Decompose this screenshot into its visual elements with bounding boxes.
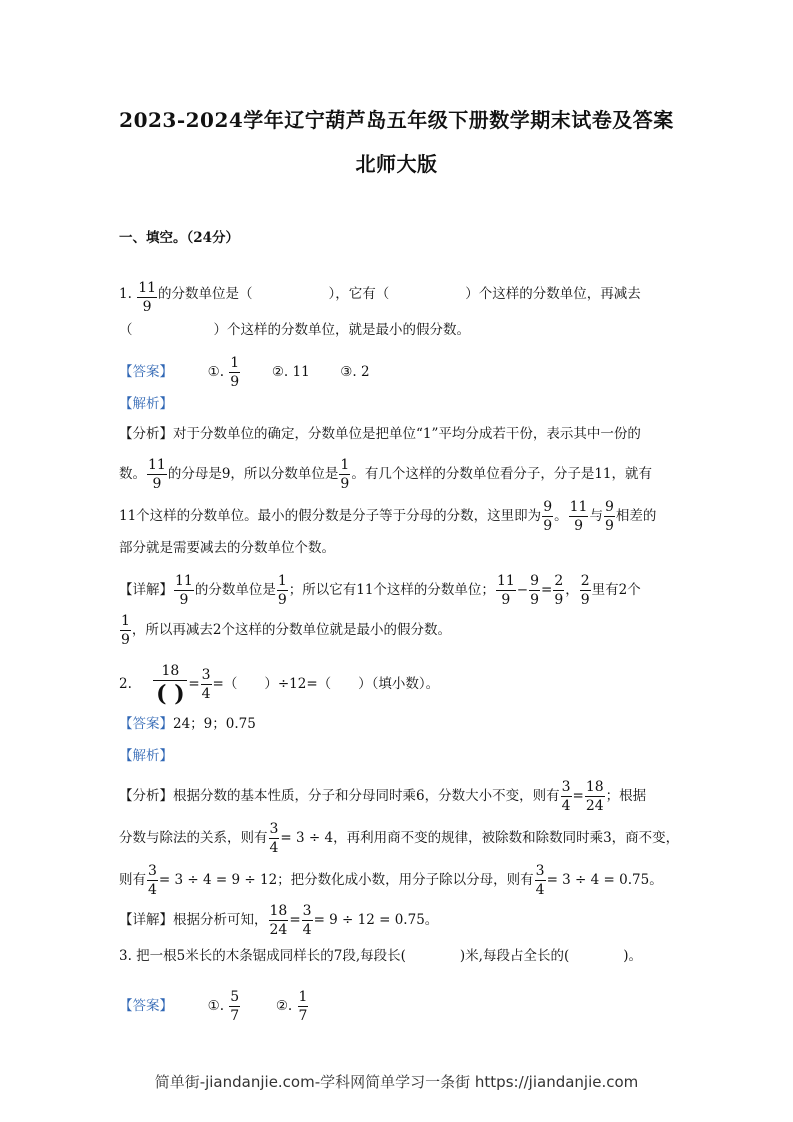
q2-analysis-line1: 【分析】根据分数的基本性质，分子和分母同时乘6，分数大小不变，则有 $\frac{3}{4}$ = $\frac{18}{24}$ ；根据 [119,779,647,814]
q1-analysis-line4: 部分就是需要减去的分数单位个数。 [119,540,335,556]
q1-answer: 【答案】 ①. $\frac{1}{9}$ ②. 11 ③. 2 [119,355,370,390]
q1-detail-line1: 【详解】 $\frac{11}{9}$ 的分数单位是 $\frac{1}{9}$ ；所以它有11个这样的分数单位； $\frac{11}{9}$ − $\frac{9}{9}$ = $\frac{2}{9}$ ， $\frac{2}{9}$ 里有2个 [119,573,641,608]
q2-analysis-line2: 分数与除法的关系，则有 $\frac{3}{4}$ = 3 ÷ 4，再利用商不变的规律，被除数和除数同时乘3，商不变， [119,821,680,856]
fraction-blank: $\frac{18}{( )}$ [153,664,187,705]
q2-answer: 【答案】24；9；0.75 [119,716,256,732]
page-footer: 简单街-jiandanjie.com-学科网简单学习一条街 https://jiandanjie.com [154,1073,639,1091]
q1-analysis-line1: 【分析】对于分数单位的确定，分数单位是把单位“1”平均分成若干份，表示其中一份的 [119,426,641,442]
question-1-line2: （ ）个这样的分数单位，就是最小的假分数。 [119,322,470,338]
fraction: $\frac{1}{9}$ [230,355,240,390]
analysis-tag: 【解析】 [119,748,173,764]
q1-analysis-line3: 11个这样的分数单位。最小的假分数是分子等于分母的分数，这里即为 $\frac{9}{9}$ 。 $\frac{11}{9}$ 与 $\frac{9}{9}$ 相差的 [119,499,657,534]
fraction: $\frac{11}{9}$ [138,280,157,315]
answer-tag: 【答案】 [119,364,173,380]
question-3: 3. 把一根5米长的木条锯成同样长的7段,每段长( )米,每段占全长的( )。 [119,948,642,964]
document-subtitle: 北师大版 [355,152,438,176]
question-1: 1. $\frac{11}{9}$ 的分数单位是（ ），它有（ ）个这样的分数单位，再减去 [119,280,641,315]
q2-detail: 【详解】根据分析可知， $\frac{18}{24}$ = $\frac{3}{4}$ = 9 ÷ 12 = 0.75。 [119,903,439,938]
q1-detail-line2: $\frac{1}{9}$ ，所以再减去2个这样的分数单位就是最小的假分数。 [121,613,452,648]
section-heading: 一、填空。（24分） [119,230,240,246]
q1-analysis-line2: 数。 $\frac{11}{9}$ 的分母是9，所以分数单位是 $\frac{1}{9}$ 。有几个这样的分数单位看分子，分子是11，就有 [119,457,653,492]
question-number: 1. [119,286,132,302]
question-2: 2. $\frac{18}{( )}$ = $\frac{3}{4}$ =（ ）÷12=（ ）（填小数）。 [119,663,440,707]
q3-answer: 【答案】 ①. $\frac{5}{7}$ ②. $\frac{1}{7}$ [119,989,308,1024]
analysis-tag: 【解析】 [119,396,173,412]
document-title: 2023-2024学年辽宁葫芦岛五年级下册数学期末试卷及答案 [119,108,674,132]
q2-analysis-line3: 则有 $\frac{3}{4}$ = 3 ÷ 4 = 9 ÷ 12；把分数化成小数，用分子除以分母，则有 $\frac{3}{4}$ = 3 ÷ 4 = 0.75。 [119,863,663,898]
